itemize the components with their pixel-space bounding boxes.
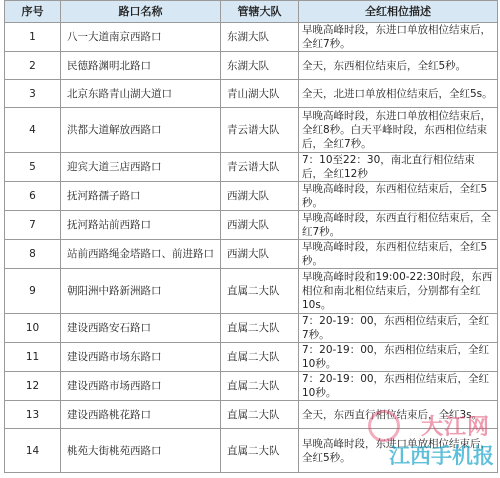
cell-seq: 7 bbox=[5, 211, 61, 240]
cell-road: 建设西路桃花路口 bbox=[61, 401, 221, 429]
cell-unit: 直属二大队 bbox=[221, 429, 299, 473]
cell-road: 北京东路青山湖大道口 bbox=[61, 80, 221, 108]
table-row bbox=[5, 211, 498, 240]
cell-road: 朝阳洲中路新洲路口 bbox=[61, 269, 221, 314]
intersection-table bbox=[4, 0, 498, 473]
table-row bbox=[5, 269, 498, 314]
cell-seq: 10 bbox=[5, 314, 61, 343]
cell-desc: 7：10至22：30，南北直行相位结束后，全红12秒 bbox=[299, 153, 498, 182]
cell-seq: 6 bbox=[5, 182, 61, 211]
table-row bbox=[5, 372, 498, 401]
cell-unit: 直属二大队 bbox=[221, 314, 299, 343]
cell-unit: 东湖大队 bbox=[221, 23, 299, 52]
cell-seq: 5 bbox=[5, 153, 61, 182]
cell-unit: 青云谱大队 bbox=[221, 153, 299, 182]
table-row bbox=[5, 182, 498, 211]
cell-seq: 12 bbox=[5, 372, 61, 401]
cell-seq: 3 bbox=[5, 80, 61, 108]
cell-desc: 早晚高峰时段，东西相位结束后，全红5秒。 bbox=[299, 240, 498, 269]
header-desc: 全红相位描述 bbox=[299, 1, 498, 23]
cell-road: 建设西路市场西路口 bbox=[61, 372, 221, 401]
cell-seq: 2 bbox=[5, 52, 61, 80]
cell-seq: 8 bbox=[5, 240, 61, 269]
table-row bbox=[5, 240, 498, 269]
table-row bbox=[5, 108, 498, 153]
cell-unit: 直属二大队 bbox=[221, 343, 299, 372]
cell-road: 建设西路市场东路口 bbox=[61, 343, 221, 372]
cell-road: 八一大道南京西路口 bbox=[61, 23, 221, 52]
cell-desc: 早晚高峰时段，东西相位结束后，全红5秒。 bbox=[299, 182, 498, 211]
cell-seq: 1 bbox=[5, 23, 61, 52]
cell-desc: 早晚高峰时段和19:00-22:30时段，东西相位和南北相位结束后，分别都有全红10s。 bbox=[299, 269, 498, 314]
watermark-emblem-icon bbox=[368, 410, 400, 442]
cell-desc: 早晚高峰时段，东西直行相位结束后，全红7秒。 bbox=[299, 211, 498, 240]
cell-road: 桃苑大街桃苑西路口 bbox=[61, 429, 221, 473]
header-road: 路口名称 bbox=[61, 1, 221, 23]
table-row bbox=[5, 80, 498, 108]
table-row bbox=[5, 153, 498, 182]
watermark-logo bbox=[362, 404, 494, 474]
cell-desc: 7：20-19：00，东西相位结束后，全红10秒。 bbox=[299, 343, 498, 372]
cell-road: 迎宾大道三店西路口 bbox=[61, 153, 221, 182]
cell-seq: 11 bbox=[5, 343, 61, 372]
cell-seq: 9 bbox=[5, 269, 61, 314]
watermark-bottom-text: 江西手机报 bbox=[389, 444, 494, 468]
header-unit: 管辖大队 bbox=[221, 1, 299, 23]
table-row bbox=[5, 52, 498, 80]
cell-unit: 直属二大队 bbox=[221, 372, 299, 401]
cell-unit: 青山湖大队 bbox=[221, 80, 299, 108]
cell-seq: 14 bbox=[5, 429, 61, 473]
table-row bbox=[5, 314, 498, 343]
table-header-row bbox=[5, 1, 498, 23]
cell-desc: 7：20-19：00，东西相位结束后，全红7秒。 bbox=[299, 314, 498, 343]
cell-road: 抚河路站前西路口 bbox=[61, 211, 221, 240]
cell-seq: 13 bbox=[5, 401, 61, 429]
cell-unit: 直属二大队 bbox=[221, 269, 299, 314]
watermark-top-text: 大江网 bbox=[420, 414, 490, 440]
cell-unit: 东湖大队 bbox=[221, 52, 299, 80]
cell-desc: 早晚高峰时段，东进口单放相位结束后，全红7秒。 bbox=[299, 23, 498, 52]
cell-desc: 7：20-19：00，东西相位结束后，全红10秒。 bbox=[299, 372, 498, 401]
cell-seq: 4 bbox=[5, 108, 61, 153]
table-row bbox=[5, 23, 498, 52]
cell-desc: 全天，东西直行相位结束后，全红3s。 bbox=[299, 401, 498, 429]
cell-road: 抚河路孺子路口 bbox=[61, 182, 221, 211]
cell-road: 站前西路绳金塔路口、前进路口 bbox=[61, 240, 221, 269]
cell-road: 民德路渊明北路口 bbox=[61, 52, 221, 80]
cell-desc: 全天，东西相位结束后，全红5秒。 bbox=[299, 52, 498, 80]
cell-desc: 早晚高峰时段，东进口单放相位结束后，全红8秒。白天平峰时段，东西相位结束后，全红7秒。 bbox=[299, 108, 498, 153]
cell-unit: 西湖大队 bbox=[221, 240, 299, 269]
cell-road: 洪都大道解放西路口 bbox=[61, 108, 221, 153]
cell-desc: 早晚高峰时段，东进口单放相位结束后，全红5秒。 bbox=[299, 429, 498, 473]
cell-unit: 直属二大队 bbox=[221, 401, 299, 429]
cell-unit: 青云谱大队 bbox=[221, 108, 299, 153]
cell-unit: 西湖大队 bbox=[221, 182, 299, 211]
cell-desc: 全天，北进口单放相位结束后，全红5s。 bbox=[299, 80, 498, 108]
header-seq: 序号 bbox=[5, 1, 61, 23]
table-row bbox=[5, 343, 498, 372]
cell-road: 建设西路安石路口 bbox=[61, 314, 221, 343]
cell-unit: 西湖大队 bbox=[221, 211, 299, 240]
